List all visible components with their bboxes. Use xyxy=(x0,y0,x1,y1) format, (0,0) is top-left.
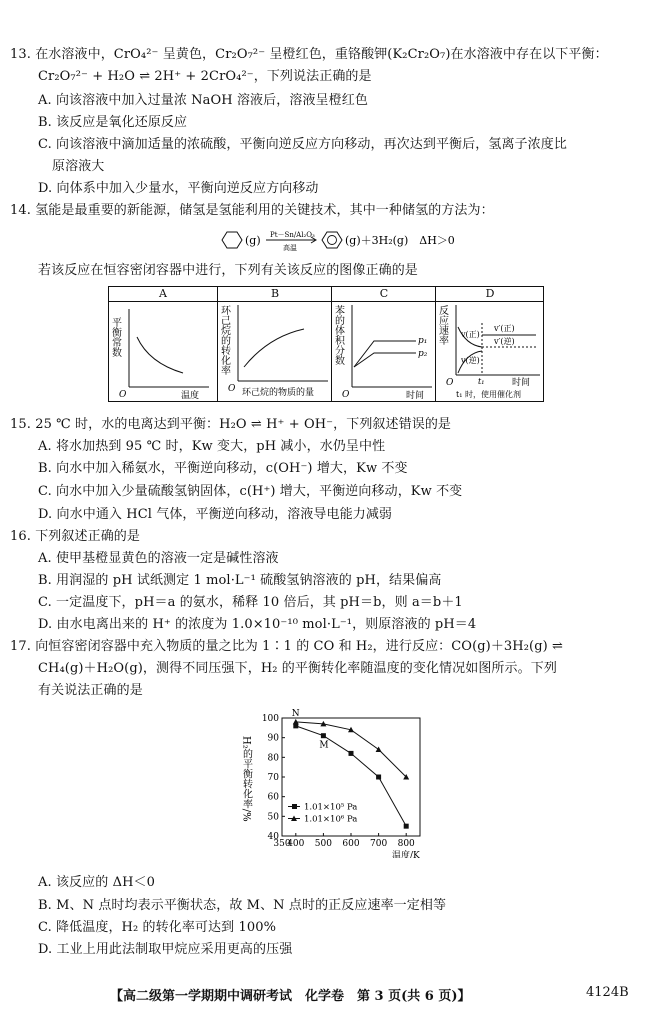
data-point-square xyxy=(349,751,354,756)
graph-d-v-rev2: v′(逆) xyxy=(494,337,515,346)
q13-option-c-cont: 原溶液大 xyxy=(52,159,105,174)
graph-b-label: B xyxy=(218,287,332,302)
graph-a xyxy=(109,287,217,401)
x-tick-label: 400 xyxy=(287,839,305,849)
q14-stem-line1: 14. 氢能是最重要的新能源，储氢是氢能利用的关键技术，其中一种储氢的方法为： xyxy=(10,203,494,218)
eq-condition: 高温 xyxy=(283,244,297,252)
graph-c-line-p1 xyxy=(354,341,416,367)
x-axis-label: 温度/K xyxy=(392,851,420,858)
cyclohexane-structure xyxy=(222,232,242,248)
q16-option-c: C. 一定温度下，pH＝a 的氨水，稀释 10 倍后，其 pH＝b，则 a＝b＋1 xyxy=(38,595,463,610)
graph-d-v-rev: v(逆) xyxy=(461,356,480,365)
graph-d-label: D xyxy=(436,287,544,302)
paper-code: 4124B xyxy=(586,985,629,1000)
legend-marker-square xyxy=(292,804,297,809)
graph-b-origin: O xyxy=(228,384,236,394)
legend-label: 1.01×10⁵ Pa xyxy=(304,802,358,813)
graph-d xyxy=(435,287,544,401)
q17-stem-line1: 17. 向恒容密闭容器中充入物质的量之比为 1∶1 的 CO 和 H₂，进行反应：CO(g)＋3H₂(g) ⇌ xyxy=(10,639,564,654)
q15-option-a: A. 将水加热到 95 ℃ 时，Kw 变大，pH 减小，水仍呈中性 xyxy=(38,439,386,454)
point-label-n: N xyxy=(291,708,300,719)
y-tick-label: 50 xyxy=(267,812,279,823)
x-tick-label: 350 xyxy=(273,839,291,849)
q15-option-c: C. 向水中加入少量硫酸氢钠固体，c(H⁺) 增大，平衡逆向移动，Kw 不变 xyxy=(38,484,463,499)
data-point-triangle xyxy=(376,746,382,752)
q13-option-c: C. 向该溶液中滴加适量的浓硫酸，平衡向逆反应方向移动，再次达到平衡后，氢离子浓度比 xyxy=(38,137,567,152)
q15-option-d: D. 向水中通入 HCl 气体，平衡逆向移动，溶液导电能力减弱 xyxy=(38,507,393,522)
page-footer: 【高二级第一学期期中调研考试 化学卷 第 3 页(共 6 页)】 xyxy=(110,989,471,1004)
q16-option-d: D. 由水电离出来的 H⁺ 的浓度为 1.0×10⁻¹⁰ mol·L⁻¹，则原溶液的 pH＝4 xyxy=(38,617,477,632)
graph-d-origin: O xyxy=(446,378,454,388)
y-tick-label: 70 xyxy=(267,773,279,783)
benzene-ring xyxy=(328,236,337,245)
graph-c xyxy=(331,287,436,401)
q14-equation-graphic xyxy=(0,228,648,252)
q14-graph-panel xyxy=(108,286,544,402)
graph-d-t1: t₁ xyxy=(478,377,485,386)
graph-b-xlabel: 环己烷的物质的量 xyxy=(242,388,315,398)
q17-option-d: D. 工业上用此法制取甲烷应采用更高的压强 xyxy=(38,942,293,957)
graph-c-origin: O xyxy=(342,390,350,400)
y-tick-label: 60 xyxy=(267,792,279,803)
graph-a-origin: O xyxy=(119,390,127,400)
q17-option-a: A. 该反应的 ΔH＜0 xyxy=(38,875,155,890)
graph-d-plot xyxy=(436,301,544,401)
graph-a-xlabel: 温度 xyxy=(181,391,200,401)
point-label-m: M xyxy=(319,740,329,751)
graph-d-v-fwd2: v′(正) xyxy=(494,324,515,333)
x-tick-label: 500 xyxy=(314,839,332,849)
q14-stem-line2: 若该反应在恒容密闭容器中进行，下列有关该反应的图像正确的是 xyxy=(38,263,418,278)
graph-a-ylabel: 平衡常数 xyxy=(109,317,121,357)
graph-d-v-fwd: v(正) xyxy=(461,330,480,339)
graph-a-plot xyxy=(109,301,217,401)
q14-equation xyxy=(0,228,648,250)
graph-d-xlabel: 时间 xyxy=(512,378,531,388)
graph-c-ylabel: 苯的体积分数 xyxy=(332,305,344,365)
q17-option-b: B. M、N 点时均表示平衡状态，故 M、N 点时的正反应速率一定相等 xyxy=(38,898,447,913)
graph-c-p1-label: p₁ xyxy=(418,336,428,346)
q13-option-d: D. 向体系中加入少量水，平衡向逆反应方向移动 xyxy=(38,181,319,196)
q13-stem-line1: 13. 在水溶液中，CrO₄²⁻ 呈黄色，Cr₂O₇²⁻ 呈橙红色，重铬酸钾(K₂Cr₂O₇)在水溶液中存在以下平衡： xyxy=(10,47,608,62)
graph-a-label: A xyxy=(109,287,217,302)
graph-b-plot xyxy=(218,301,332,401)
eq-right-side: (g)＋3H₂(g) ΔH＞0 xyxy=(345,234,455,247)
graph-b-ylabel: 环己烷的转化率 xyxy=(218,305,230,375)
data-point-square xyxy=(404,824,409,829)
q17-option-c: C. 降低温度，H₂ 的转化率可达到 100% xyxy=(38,920,277,935)
eq-catalyst: Pt－Sn/Al₂O₃ xyxy=(270,231,315,239)
q17-chart xyxy=(232,708,428,858)
q13-stem-line2: Cr₂O₇²⁻ + H₂O ⇌ 2H⁺ + 2CrO₄²⁻，下列说法正确的是 xyxy=(38,69,372,84)
graph-c-label: C xyxy=(332,287,436,302)
graph-a-curve xyxy=(137,337,183,373)
eq-left-phase: (g) xyxy=(245,234,261,247)
x-tick-label: 600 xyxy=(342,839,360,849)
graph-c-plot xyxy=(332,301,436,401)
q13-option-a: A. 向该溶液中加入过量浓 NaOH 溶液后，溶液呈橙红色 xyxy=(38,93,368,108)
q15-option-b: B. 向水中加入稀氨水，平衡逆向移动，c(OH⁻) 增大，Kw 不变 xyxy=(38,461,408,476)
graph-d-caption: t₁ 时，使用催化剂 xyxy=(456,390,521,399)
q17-stem-line2: CH₄(g)＋H₂O(g)，测得不同压强下，H₂ 的平衡转化率随温度的变化情况如图所示。下列 xyxy=(38,661,557,676)
graph-c-p2-label: p₂ xyxy=(418,349,428,359)
q15-stem: 15. 25 ℃ 时，水的电离达到平衡：H₂O ⇌ H⁺ + OH⁻，下列叙述错误的是 xyxy=(10,417,452,432)
q16-option-b: B. 用润湿的 pH 试纸测定 1 mol·L⁻¹ 硫酸氢钠溶液的 pH，结果偏高 xyxy=(38,573,442,588)
graph-c-xlabel: 时间 xyxy=(406,391,425,401)
y-tick-label: 40 xyxy=(267,832,279,842)
graph-b-curve xyxy=(244,329,304,367)
x-tick-label: 700 xyxy=(370,839,388,849)
benzene-structure xyxy=(322,232,342,248)
data-point-square xyxy=(321,733,326,738)
x-tick-label: 800 xyxy=(397,839,415,849)
q16-option-a: A. 使甲基橙显黄色的溶液一定是碱性溶液 xyxy=(38,551,279,566)
y-tick-label: 100 xyxy=(261,714,279,724)
q17-chart-svg xyxy=(232,708,428,858)
data-point-square xyxy=(376,775,381,780)
graph-d-ylabel: 反应速率 xyxy=(436,305,448,345)
q13-option-b: B. 该反应是氧化还原反应 xyxy=(38,115,188,130)
graph-b xyxy=(217,287,332,401)
y-tick-label: 90 xyxy=(267,733,279,744)
y-axis-label: H₂的平衡转化率/% xyxy=(240,736,252,822)
q17-stem-line3: 有关说法正确的是 xyxy=(38,683,143,698)
legend-label: 1.01×10⁶ Pa xyxy=(304,814,358,825)
q16-stem: 16. 下列叙述正确的是 xyxy=(10,529,141,544)
y-tick-label: 80 xyxy=(267,753,279,764)
